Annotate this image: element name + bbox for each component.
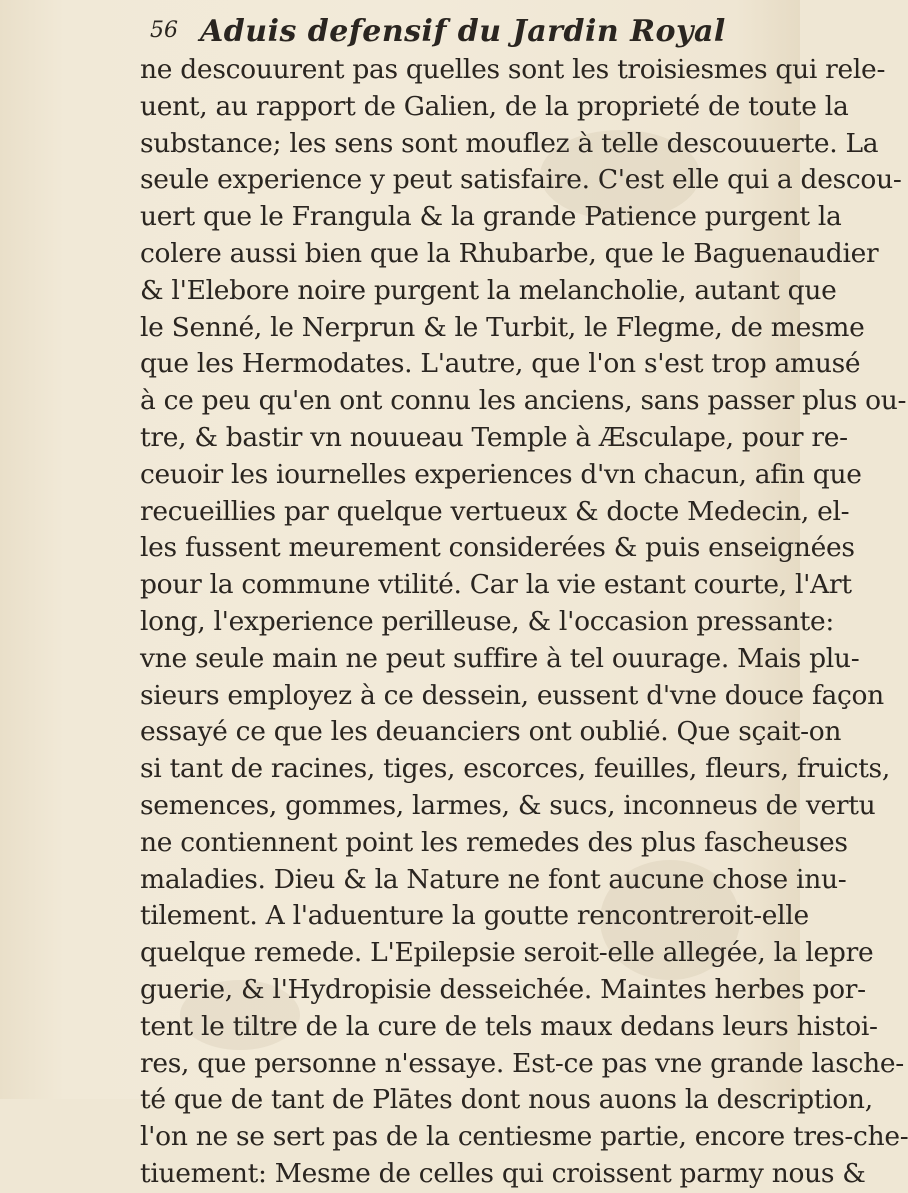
text-line: long, l'experience perilleuse, & l'occasion pressante: (140, 605, 834, 637)
text-line: quelque remede. L'Epilepsie seroit-elle allegée, la lepre (140, 937, 874, 969)
text-line: tiuement: Mesme de celles qui croissent parmy nous & (140, 1157, 866, 1189)
text-line: à ce peu qu'en ont connu les anciens, sans passer plus ou- (140, 385, 907, 417)
text-line: & l'Elebore noire purgent la melancholie, autant que (140, 274, 837, 306)
text-line: tilement. A l'aduenture la goutte rencontreroit-elle (140, 900, 809, 932)
text-line: si tant de racines, tiges, escorces, feuilles, fleurs, fruicts, (140, 753, 890, 785)
body-text (140, 52, 908, 1193)
text-line: vne seule main ne peut suffire à tel ouurage. Mais plu- (140, 642, 860, 674)
text-line: essayé ce que les deuanciers ont oublié. Que sçait-on (140, 716, 842, 748)
text-line: sieurs employez à ce dessein, eussent d'vne douce façon (140, 679, 884, 711)
text-line: uent, au rapport de Galien, de la proprieté de toute la (140, 90, 849, 122)
text-line: ceuoir les iournelles experiences d'vn chacun, afin que (140, 458, 862, 490)
text-line: que les Hermodates. L'autre, que l'on s'est trop amusé (140, 348, 861, 380)
page-number: 56 (150, 18, 178, 43)
text-line: le Senné, le Nerprun & le Turbit, le Flegme, de mesme (140, 311, 865, 343)
text-line: pour la commune vtilité. Car la vie estant courte, l'Art (140, 569, 852, 601)
text-line: seule experience y peut satisfaire. C'est elle qui a descou- (140, 164, 902, 196)
page-header (150, 14, 750, 54)
running-head: Aduis defensif du Jardin Royal (200, 14, 726, 49)
text-line: ne contiennent point les remedes des plus fascheuses (140, 826, 848, 858)
text-line: tent le tiltre de la cure de tels maux dedans leurs histoi- (140, 1010, 878, 1042)
text-line: recueillies par quelque vertueux & docte Medecin, el- (140, 495, 850, 527)
text-line: colere aussi bien que la Rhubarbe, que le Baguenaudier (140, 237, 879, 269)
text-line: maladies. Dieu & la Nature ne font aucune chose inu- (140, 863, 847, 895)
text-line: guerie, & l'Hydropisie desseichée. Maintes herbes por- (140, 973, 866, 1005)
text-line: té que de tant de Plātes dont nous auons la description, (140, 1084, 873, 1116)
text-line: les fussent meurement considerées & puis enseignées (140, 532, 855, 564)
text-line: semences, gommes, larmes, & sucs, inconneus de vertu (140, 789, 876, 821)
text-line: res, que personne n'essaye. Est-ce pas vne grande lasche- (140, 1047, 904, 1079)
text-line: uert que le Frangula & la grande Patience purgent la (140, 201, 842, 233)
text-line: tre, & bastir vn nouueau Temple à Æsculape, pour re- (140, 421, 848, 453)
text-line: ne descouurent pas quelles sont les troisiesmes qui rele- (140, 54, 886, 85)
text-line: l'on ne se sert pas de la centiesme partie, encore tres-che- (140, 1121, 908, 1153)
text-line: substance; les sens sont mouflez à telle descouuerte. La (140, 127, 879, 159)
